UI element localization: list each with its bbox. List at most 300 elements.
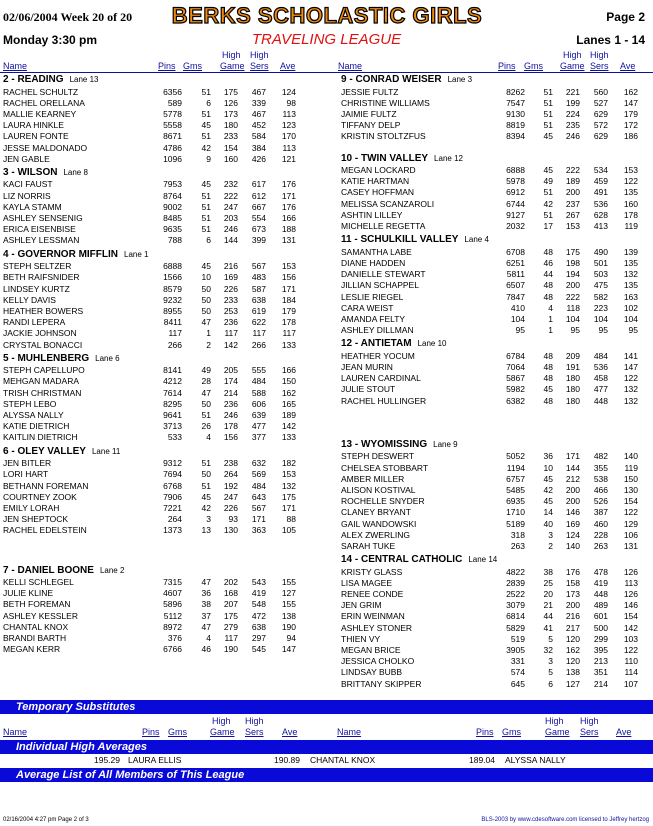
bowler-name: STEPH DESWERT	[341, 451, 415, 462]
col-high2: High	[590, 50, 609, 60]
team-name: 6 - OLEY VALLEY	[3, 445, 86, 457]
bowler-ave: 103	[623, 633, 638, 644]
bowler-pins: 8141	[163, 365, 182, 376]
bowler-pins: 5829	[506, 622, 525, 633]
bowler-game: 247	[223, 201, 238, 212]
bowler-ave: 175	[281, 491, 296, 502]
bowler-gms: 51	[543, 108, 553, 119]
bowler-gms: 44	[543, 269, 553, 280]
bowler-ave: 122	[623, 507, 638, 518]
bowler-gms: 28	[201, 376, 211, 387]
bowler-sers: 569	[251, 469, 266, 480]
temporary-substitutes-bar: Temporary Substitutes	[0, 700, 653, 714]
bowler-gms: 14	[543, 507, 553, 518]
bowler-row	[0, 292, 653, 303]
team-name: 7 - DANIEL BOONE	[3, 564, 94, 576]
team-lane: Lane 9	[433, 439, 458, 449]
bowler-sers: 395	[593, 645, 608, 655]
team-lane: Lane 11	[91, 446, 121, 456]
bowler-name: MEGAN BRICE	[341, 645, 401, 655]
bowler-game: 217	[565, 622, 580, 633]
bowler-pins: 5867	[506, 373, 525, 384]
bowler-gms: 3	[548, 656, 553, 667]
bowler-ave: 138	[281, 610, 296, 621]
bowler-sers: 477	[251, 421, 266, 432]
bowler-pins: 8819	[506, 120, 525, 131]
bowler-name: RACHEL ORELLANA	[3, 97, 85, 108]
bowler-pins: 9127	[506, 209, 525, 220]
bowler-name: TRISH CHRISTMAN	[3, 387, 82, 398]
bowler-name: KRISTY GLASS	[341, 566, 403, 577]
bowler-game: 222	[565, 165, 580, 175]
bowler-gms: 10	[201, 272, 211, 283]
bowler-gms: 45	[201, 120, 211, 131]
bowler-ave: 113	[282, 142, 296, 153]
bowler-sers: 567	[251, 261, 266, 272]
bowler-name: HEATHER YOCUM	[341, 350, 415, 361]
bowler-ave: 113	[282, 108, 296, 119]
bowler-row	[0, 351, 653, 362]
bowler-game: 171	[565, 451, 580, 462]
col-pins: Pins	[158, 61, 176, 71]
team-name: 12 - ANTIETAM	[341, 338, 412, 350]
bowler-game: 175	[565, 246, 580, 257]
bowler-name: ASHLEY KESSLER	[3, 610, 78, 621]
bowler-sers: 643	[251, 491, 266, 502]
bowler-sers: 387	[593, 507, 608, 518]
bowler-game: 104	[565, 313, 580, 324]
bowler-game: 199	[565, 97, 580, 108]
bowler-sers: 538	[593, 473, 608, 484]
bowler-game: 173	[223, 108, 238, 119]
bowler-pins: 5811	[506, 269, 525, 280]
bowler-ave: 186	[623, 131, 638, 142]
bowler-name: DANIELLE STEWART	[341, 269, 426, 280]
bowler-game: 226	[223, 283, 238, 294]
bowler-name: ALISON KOSTIVAL	[341, 484, 416, 495]
bowler-sers: 384	[251, 142, 266, 153]
bowler-pins: 3905	[506, 645, 525, 655]
bowler-row	[0, 530, 653, 541]
team-name: 13 - WYOMISSING	[341, 438, 428, 450]
bowler-ave: 142	[623, 622, 638, 633]
bowler-gms: 45	[543, 473, 553, 484]
team-lane: Lane 14	[468, 555, 498, 565]
bowler-pins: 8262	[506, 86, 525, 97]
bowler-game: 200	[565, 496, 580, 507]
team-header	[341, 439, 458, 450]
bowler-ave: 132	[623, 384, 638, 395]
bowler-pins: 6757	[506, 473, 525, 484]
bowler-name: ROCHELLE SNYDER	[341, 496, 425, 507]
bowler-ave: 170	[281, 131, 296, 142]
bowler-name: RENEE CONDE	[341, 589, 404, 599]
bowler-sers: 555	[251, 365, 266, 376]
col-ave-right: Ave	[616, 727, 632, 737]
bowler-sers: 484	[251, 376, 266, 387]
bowler-sers: 228	[593, 529, 608, 540]
bowler-ave: 98	[286, 97, 296, 108]
bowler-sers: 459	[593, 176, 608, 187]
bowler-sers: 484	[251, 480, 266, 491]
bowler-sers: 501	[593, 257, 608, 268]
bowler-gms: 51	[543, 187, 553, 198]
col-game: Game	[560, 61, 585, 71]
bowler-gms: 40	[543, 518, 553, 529]
team-lane: Lane 13	[69, 75, 99, 84]
bowler-row	[0, 519, 653, 530]
bowler-ave: 133	[281, 432, 296, 443]
bowler-sers: 527	[593, 97, 608, 108]
bowler-ave: 171	[281, 190, 296, 201]
bowler-game: 124	[565, 529, 580, 540]
bowler-sers: 489	[593, 600, 608, 611]
bowler-gms: 42	[543, 484, 553, 495]
bowler-gms: 45	[543, 131, 553, 142]
bowler-ave: 131	[281, 235, 296, 246]
bowler-ave: 160	[623, 198, 638, 209]
bowler-sers: 413	[593, 221, 608, 231]
bowler-pins: 6708	[506, 246, 525, 257]
bowler-sers: 426	[251, 153, 266, 164]
bowler-ave: 162	[623, 86, 638, 97]
bowler-row	[0, 564, 653, 578]
team-lane: Lane 12	[434, 153, 463, 163]
bowler-name: MICHELLE REGETTA	[341, 221, 426, 231]
bowler-game: 176	[565, 566, 580, 577]
bowler-gms: 47	[201, 317, 211, 328]
bowler-pins: 9130	[506, 108, 525, 119]
bowler-ave: 104	[623, 313, 638, 324]
bowler-name: BETH RAIFSNIDER	[3, 272, 80, 283]
bowler-pins: 574	[510, 667, 525, 678]
bowler-pins: 6814	[506, 611, 525, 622]
col-ave: Ave	[280, 61, 296, 71]
bowler-ave: 122	[623, 373, 638, 384]
bowler-row	[0, 165, 653, 176]
bowler-ave: 88	[286, 514, 296, 525]
bowler-gms: 47	[201, 387, 211, 398]
bowler-gms: 51	[201, 458, 211, 469]
bowler-ave: 141	[623, 350, 638, 361]
bowler-ave: 153	[623, 165, 638, 175]
bowler-sers: 467	[251, 108, 266, 119]
bowler-ave: 135	[623, 187, 638, 198]
bowler-pins: 3713	[163, 421, 182, 432]
bowler-name: JEN GABLE	[3, 153, 50, 164]
bowler-ave: 190	[281, 621, 296, 632]
bowler-gms: 44	[543, 611, 553, 622]
bowler-game: 247	[223, 491, 238, 502]
bowler-name: STEPH SELTZER	[3, 261, 72, 272]
bowler-name: JULIE STOUT	[341, 384, 396, 395]
bowler-pins: 104	[510, 313, 525, 324]
col-high2: High	[245, 716, 264, 726]
col-game-right: Game	[545, 727, 570, 737]
bowler-row	[0, 496, 653, 507]
bowler-row	[0, 451, 653, 462]
bowler-sers: 458	[593, 373, 608, 384]
bowler-game: 279	[223, 621, 238, 632]
bowler-row	[0, 667, 653, 678]
col-gms: Gms	[524, 61, 543, 71]
bowler-name: LIZ NORRIS	[3, 190, 51, 201]
bowler-sers: 619	[251, 305, 266, 316]
footer-right: BLS-2003 by www.cdesoftware.com licensed to Jeffrey hertzog	[481, 817, 649, 823]
bowler-pins: 117	[168, 328, 182, 339]
bowler-row	[0, 176, 653, 187]
bowler-pins: 7906	[163, 491, 182, 502]
bowler-name: ERICA EISENBISE	[3, 224, 76, 235]
bowler-name: KATIE HARTMAN	[341, 176, 410, 187]
bowler-name: EMILY LORAH	[3, 502, 60, 513]
bowler-name: KAYLA STAMM	[3, 201, 62, 212]
bowler-game: 233	[223, 131, 238, 142]
bowler-game: 160	[223, 153, 238, 164]
bowler-sers: 377	[251, 432, 266, 443]
bowler-ave: 182	[281, 458, 296, 469]
bowler-pins: 6912	[506, 187, 525, 198]
bowler-gms: 4	[206, 432, 211, 443]
bowler-sers: 500	[593, 622, 608, 633]
bowler-name: LESLIE RIEGEL	[341, 291, 404, 302]
bowler-game: 200	[565, 600, 580, 611]
bowler-sers: 452	[251, 120, 266, 131]
bowler-row	[0, 541, 653, 552]
bowler-name: RACHEL HULLINGER	[341, 395, 427, 406]
bowler-sers: 448	[593, 395, 608, 406]
bowler-game: 264	[223, 469, 238, 480]
bowler-ave: 135	[623, 257, 638, 268]
bowler-gms: 51	[201, 190, 211, 201]
bowler-gms: 36	[543, 451, 553, 462]
bowler-game: 236	[223, 317, 238, 328]
bowler-pins: 2522	[506, 589, 525, 599]
bowler-pins: 7694	[163, 469, 182, 480]
bowler-ave: 123	[281, 120, 296, 131]
team-name: 2 - READING	[3, 74, 64, 85]
bowler-row	[0, 109, 653, 120]
bowler-sers: 587	[251, 283, 266, 294]
bowler-sers: 339	[251, 97, 266, 108]
col-high2: High	[250, 50, 269, 60]
bowler-pins: 6356	[163, 86, 182, 97]
bowler-game: 238	[223, 458, 238, 469]
bowler-sers: 584	[251, 131, 266, 142]
bowler-gms: 20	[543, 589, 553, 599]
bowler-gms: 50	[201, 469, 211, 480]
bowler-ave: 132	[281, 480, 296, 491]
bowler-ave: 117	[282, 328, 296, 339]
bowler-gms: 41	[543, 622, 553, 633]
col-sers: Sers	[250, 61, 269, 71]
bowler-name: BRITTANY SKIPPER	[341, 678, 422, 689]
bowler-name: JEN BITLER	[3, 458, 52, 469]
bowler-game: 246	[223, 224, 238, 235]
bowler-game: 144	[565, 462, 580, 473]
bowler-game: 117	[224, 633, 238, 643]
bowler-ave: 147	[281, 644, 296, 655]
bowler-gms: 48	[543, 350, 553, 361]
bowler-row	[0, 463, 653, 474]
bowler-pins: 263	[510, 540, 525, 551]
bowler-ave: 147	[623, 362, 638, 372]
bowler-sers: 638	[251, 621, 266, 632]
bowler-game: 175	[223, 610, 238, 621]
bowler-ave: 153	[281, 469, 296, 480]
bowler-game: 180	[565, 395, 580, 406]
bowler-name: ASHLEY SENSENIG	[3, 213, 83, 223]
bowler-name: ASHTIN LILLEY	[341, 209, 403, 220]
bowler-name: LAUREN FONTE	[3, 131, 69, 142]
bowler-pins: 8411	[163, 317, 182, 328]
bowler-ave: 155	[281, 577, 296, 587]
bowler-name: MELISSA SCANZAROLI	[341, 198, 435, 209]
bowler-gms: 37	[201, 610, 211, 621]
bowler-ave: 119	[624, 462, 638, 473]
bowler-pins: 95	[515, 325, 525, 336]
bowler-ave: 150	[281, 376, 296, 387]
bowler-gms: 6	[548, 678, 553, 689]
bowler-name: SAMANTHA LABE	[341, 246, 412, 257]
bowler-sers: 545	[251, 644, 266, 655]
report-date-week: 02/06/2004 Week 20 of 20	[3, 10, 133, 24]
bowler-sers: 477	[593, 384, 608, 395]
bowler-name: CRYSTAL BONACCI	[3, 339, 83, 350]
bowler-ave: 147	[623, 97, 638, 108]
bowler-ave: 189	[281, 410, 296, 420]
bowler-game: 95	[570, 325, 580, 336]
bowler-row	[0, 221, 653, 232]
bowler-ave: 162	[281, 387, 296, 398]
substitutes-column-headers	[0, 716, 653, 738]
bowler-pins: 318	[510, 529, 525, 540]
bowler-pins: 1194	[506, 462, 525, 473]
bowler-name: LAURA HINKLE	[3, 120, 64, 131]
bowler-ave: 110	[624, 656, 638, 667]
bowler-name: KACI FAUST	[3, 179, 53, 190]
bowler-sers: 588	[251, 387, 266, 398]
team-header	[341, 74, 472, 85]
col-high1: High	[212, 716, 231, 726]
bowler-pins: 5485	[506, 484, 525, 495]
col-gms-right: Gms	[502, 727, 521, 737]
bowler-game: 237	[565, 198, 580, 209]
team-name: 14 - CENTRAL CATHOLIC	[341, 554, 463, 566]
bowler-name: THIEN VY	[341, 633, 381, 644]
bowler-sers: 363	[251, 525, 266, 536]
team-name: 11 - SCHULKILL VALLEY	[341, 234, 459, 246]
bowler-sers: 478	[593, 566, 608, 577]
bowler-game: 209	[565, 350, 580, 361]
bowler-sers: 572	[593, 120, 608, 131]
bowler-name: BETHANN FOREMAN	[3, 480, 89, 491]
bowler-gms: 48	[543, 373, 553, 384]
bowler-row	[0, 611, 653, 622]
bowler-pins: 8972	[163, 621, 182, 632]
bowler-game: 126	[223, 97, 238, 108]
high-ave-3-name: ALYSSA NALLY	[505, 755, 566, 765]
bowler-pins: 9232	[163, 294, 182, 305]
bowler-pins: 7221	[163, 502, 182, 513]
col-ave: Ave	[282, 727, 298, 737]
bowler-name: JESSE MALDONADO	[3, 142, 88, 153]
bowler-name: ASHLEY STONER	[341, 622, 413, 633]
bowler-sers: 560	[593, 86, 608, 97]
bowler-game: 207	[223, 599, 238, 610]
bowler-sers: 467	[251, 86, 266, 97]
bowler-sers: 617	[251, 179, 266, 190]
team-lane: Lane 3	[447, 75, 473, 84]
bowler-row	[0, 303, 653, 314]
bowler-row	[0, 589, 653, 600]
bowler-pins: 8485	[163, 213, 182, 223]
bowler-gms: 46	[201, 644, 211, 655]
bowler-pins: 2839	[506, 577, 525, 588]
bowler-sers: 491	[593, 187, 608, 198]
team-lane: Lane 2	[99, 565, 125, 575]
bowler-pins: 7847	[506, 291, 525, 302]
bowler-name: CASEY HOFFMAN	[341, 187, 415, 198]
col-pins: Pins	[498, 61, 516, 71]
bowler-pins: 589	[167, 97, 182, 108]
bowler-sers: 622	[251, 317, 266, 328]
bowler-sers: 483	[251, 272, 266, 283]
bowler-name: MEGAN LOCKARD	[341, 165, 416, 175]
bowler-sers: 612	[251, 190, 266, 201]
bowler-gms: 51	[543, 97, 553, 108]
bowler-pins: 7953	[163, 179, 182, 190]
bowler-game: 189	[565, 176, 580, 187]
bowler-sers: 419	[593, 577, 608, 588]
bowler-gms: 42	[201, 142, 211, 153]
bowler-ave: 171	[281, 502, 296, 513]
bowler-row	[0, 87, 653, 98]
col-high1-right: High	[545, 716, 564, 726]
bowler-pins: 788	[167, 235, 182, 246]
bowler-name: RANDI LEPERA	[3, 317, 66, 328]
col-game: Game	[210, 727, 235, 737]
team-header	[341, 234, 489, 245]
bowler-pins: 7064	[506, 362, 525, 372]
page-number: Page 2	[606, 10, 645, 24]
bowler-sers: 526	[593, 496, 608, 507]
bowler-row	[0, 187, 653, 198]
bowler-gms: 2	[206, 339, 211, 350]
bowler-name: ALYSSA NALLY	[3, 410, 64, 420]
bowler-name: AMBER MILLER	[341, 473, 405, 484]
bowler-gms: 1	[548, 313, 553, 324]
bowler-gms: 51	[201, 108, 211, 119]
bowler-pins: 7614	[163, 387, 182, 398]
bowler-gms: 1	[206, 328, 211, 339]
bowler-sers: 628	[593, 209, 608, 220]
bowler-sers: 490	[593, 246, 608, 257]
col-sers-right: Sers	[580, 727, 599, 737]
bowler-pins: 8394	[506, 131, 525, 142]
bowler-game: 200	[565, 187, 580, 198]
bowler-pins: 6888	[163, 261, 182, 272]
bowler-gms: 42	[543, 198, 553, 209]
bowler-name: AMANDA FELTY	[341, 313, 406, 324]
bowler-ave: 102	[623, 302, 638, 313]
bowler-ave: 176	[281, 201, 296, 212]
bowler-row	[0, 131, 653, 142]
bowler-sers: 299	[593, 633, 608, 644]
bowler-game: 174	[223, 376, 238, 387]
bowler-pins: 331	[510, 656, 525, 667]
bowler-game: 200	[565, 280, 580, 291]
